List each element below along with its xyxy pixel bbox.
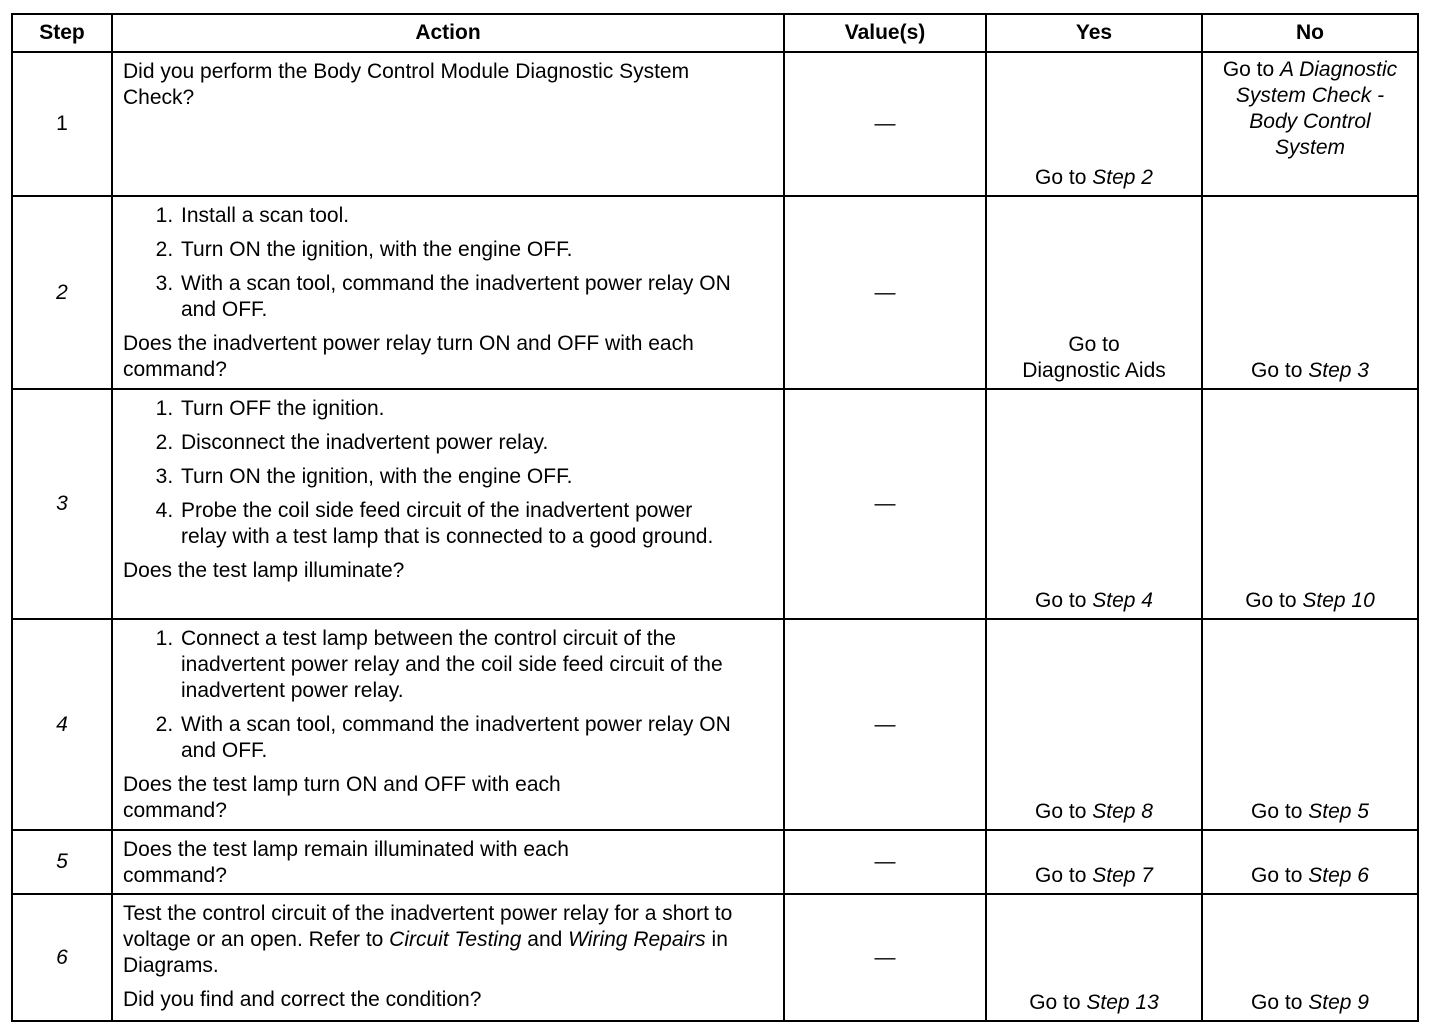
no-prefix: Go to: [1251, 991, 1309, 1014]
question-text: Does the test lamp turn ON and OFF with each command?: [123, 773, 561, 822]
step-number: 4: [12, 619, 112, 830]
wiring-repairs-link[interactable]: Wiring Repairs: [568, 928, 706, 951]
procedure-item: 1. Install a scan tool.: [179, 203, 733, 229]
procedure-item: 2. Disconnect the inadvertent power relay.: [179, 430, 743, 456]
no-link[interactable]: A Diagnostic System Check - Body Control System: [1235, 58, 1398, 159]
yes-link[interactable]: Step 7: [1092, 864, 1153, 887]
yes-link[interactable]: Step 13: [1086, 991, 1159, 1014]
value-cell: —: [784, 389, 986, 619]
action-cell: [112, 52, 784, 196]
yes-cell: [986, 619, 1202, 830]
instruction-part: Test the control circuit of the inadvertent power relay for a short to voltage or an open. Refer to: [123, 902, 733, 951]
action-cell: [112, 830, 784, 894]
procedure-list: [123, 203, 773, 323]
instruction-part: in Diagrams.: [123, 928, 728, 977]
instruction-text: [123, 901, 773, 979]
action-cell: [112, 619, 784, 830]
question-text: Did you find and correct the condition?: [123, 988, 482, 1011]
value-cell: —: [784, 894, 986, 1021]
value-cell: —: [784, 52, 986, 196]
table-row: [12, 894, 1418, 1021]
no-link[interactable]: Step 10: [1302, 589, 1375, 612]
no-link[interactable]: Step 6: [1308, 864, 1369, 887]
yes-link[interactable]: Step 2: [1092, 166, 1153, 189]
step-number: 5: [12, 830, 112, 894]
yes-prefix: Go to: [1068, 333, 1120, 356]
header-values: Value(s): [784, 14, 986, 52]
yes-cell: [986, 894, 1202, 1021]
value-cell: —: [784, 196, 986, 389]
table-row: [12, 830, 1418, 894]
header-step: Step: [12, 14, 112, 52]
procedure-item: 3. With a scan tool, command the inadvertent power relay ON and OFF.: [179, 271, 733, 323]
table-row: [12, 52, 1418, 196]
procedure-item: 2. With a scan tool, command the inadvertent power relay ON and OFF.: [179, 712, 773, 764]
question-text: Does the test lamp remain illuminated with each command?: [123, 838, 569, 887]
yes-prefix: Go to: [1029, 991, 1087, 1014]
no-link[interactable]: Step 3: [1308, 359, 1369, 382]
step-number: 6: [12, 894, 112, 1021]
header-action: Action: [112, 14, 784, 52]
header-no: No: [1202, 14, 1418, 52]
yes-cell: [986, 196, 1202, 389]
question-text: Does the inadvertent power relay turn ON and OFF with each command?: [123, 332, 694, 381]
yes-link[interactable]: Step 4: [1092, 589, 1153, 612]
table-row: [12, 619, 1418, 830]
yes-prefix: Go to: [1035, 800, 1093, 823]
yes-prefix: Go to: [1035, 166, 1093, 189]
no-cell: [1202, 389, 1418, 619]
procedure-list: [123, 626, 773, 764]
table-row: [12, 389, 1418, 619]
procedure-item: 3. Turn ON the ignition, with the engine OFF.: [179, 464, 743, 490]
procedure-item: 1. Turn OFF the ignition.: [179, 396, 743, 422]
value-cell: —: [784, 619, 986, 830]
yes-cell: [986, 389, 1202, 619]
no-cell: [1202, 894, 1418, 1021]
no-cell: [1202, 196, 1418, 389]
action-cell: [112, 389, 784, 619]
no-cell: [1202, 830, 1418, 894]
no-prefix: Go to: [1251, 800, 1309, 823]
question-text: Does the test lamp illuminate?: [123, 559, 405, 582]
action-cell: [112, 894, 784, 1021]
no-cell: [1202, 619, 1418, 830]
question-text: Did you perform the Body Control Module Diagnostic System Check?: [123, 60, 690, 109]
no-prefix: Go to: [1222, 58, 1281, 81]
yes-cell: [986, 830, 1202, 894]
table-row: [12, 196, 1418, 389]
action-cell: [112, 196, 784, 389]
yes-prefix: Go to: [1035, 864, 1093, 887]
instruction-part: and: [521, 928, 569, 951]
no-cell: [1202, 52, 1418, 196]
no-prefix: Go to: [1251, 864, 1309, 887]
yes-link[interactable]: Step 8: [1092, 800, 1153, 823]
no-link[interactable]: Step 5: [1308, 800, 1369, 823]
circuit-testing-link[interactable]: Circuit Testing: [389, 928, 522, 951]
no-prefix: Go to: [1245, 589, 1303, 612]
step-number: 2: [12, 196, 112, 389]
yes-cell: [986, 52, 1202, 196]
step-number: 1: [12, 52, 112, 196]
procedure-item: 4. Probe the coil side feed circuit of the inadvertent power relay with a test lamp that is connected to a good ground.: [179, 498, 743, 550]
header-yes: Yes: [986, 14, 1202, 52]
procedure-item: 2. Turn ON the ignition, with the engine OFF.: [179, 237, 733, 263]
header-row: [12, 14, 1418, 52]
no-link[interactable]: Step 9: [1308, 991, 1369, 1014]
yes-link[interactable]: Diagnostic Aids: [1022, 359, 1166, 382]
yes-prefix: Go to: [1035, 589, 1093, 612]
value-cell: —: [784, 830, 986, 894]
procedure-item: 1. Connect a test lamp between the control circuit of the inadvertent power relay and the coil side feed circuit of the inadvertent power relay.: [179, 626, 773, 704]
procedure-list: [123, 396, 773, 550]
step-number: 3: [12, 389, 112, 619]
diagnostic-table: [11, 13, 1419, 1022]
no-prefix: Go to: [1251, 359, 1309, 382]
